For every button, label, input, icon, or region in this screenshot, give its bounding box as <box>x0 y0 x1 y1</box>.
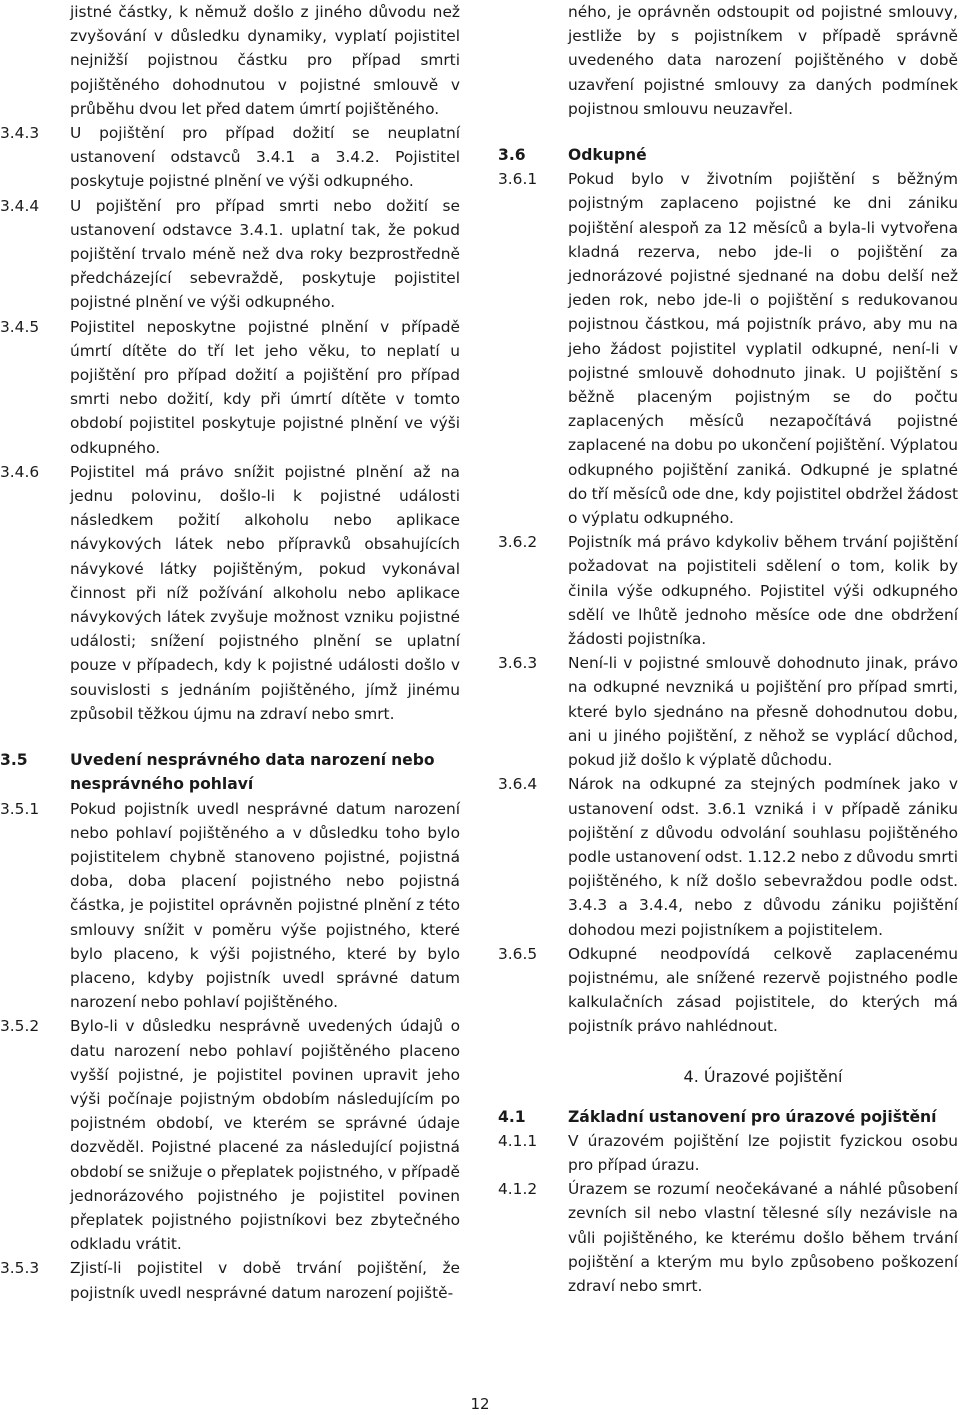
heading-text: Uvedení nesprávného data narození nebo nesprávného pohlaví <box>70 751 435 794</box>
clause-text: Pojistitel má právo snížit pojistné plnění až na jednu polovinu, došlo-li k pojistné události následkem požití alkoholu nebo aplikace návykových látek nebo přípravků obsahujících návykové látky pojištěným, pokud vykonával činnost při níž požívání alkoholu nebo aplikace návykových látek zvyšuje možnost vzniku pojistné události; snížení pojistného plnění se uplatní pouze v případech, kdy k pojistné události došlo v souvislosti s jednáním pojištěného, jímž jinému způsobil těžkou újmu na zdraví nebo smrt. <box>70 462 460 723</box>
clause-3-6-3 <box>498 651 958 772</box>
section-heading-3-6 <box>498 143 958 167</box>
clause-3-4-5 <box>0 315 460 460</box>
clause-text: Nárok na odkupné za stejných podmínek jako v ustanovení odst. 3.6.1 vzniká i v případě zániku pojištění z důvodu odvolání souhlasu pojištěného podle ustanovení odst. 1.12.2 nebo z důvodu smrti pojištěného, k níž došlo sebevraždou podle odst. 3.4.3 a 3.4.4, nebo z důvodu zániku pojištění dohodou mezi pojistníkem a pojistitelem. <box>568 775 958 939</box>
clause-3-4-6 <box>0 460 460 726</box>
clause-4-1-2 <box>498 1177 958 1298</box>
clause-text: U pojištění pro případ dožití se neuplatní ustanovení odstavců 3.4.1 a 3.4.2. Pojistitel poskytuje pojistné plnění ve výši odkupného. <box>70 124 460 191</box>
clause-3-5-3 <box>0 1256 460 1304</box>
clause-number: 3.4.3 <box>0 124 40 143</box>
section-heading-3-5 <box>0 748 460 796</box>
clause-number: 3.6.4 <box>498 775 538 794</box>
heading-text: Základní ustanovení pro úrazové pojištění <box>568 1107 937 1126</box>
clause-number: 3.5.3 <box>0 1259 40 1278</box>
heading-number: 3.5 <box>0 751 28 770</box>
clause-3-6-4 <box>498 772 958 941</box>
clause-3-4-4 <box>0 194 460 315</box>
clause-4-1-1 <box>498 1129 958 1177</box>
clause-number: 3.5.1 <box>0 799 40 818</box>
right-intro-paragraph <box>498 0 958 121</box>
clause-text: Pojistitel neposkytne pojistné plnění v případě úmrtí dítěte do tří let jeho věku, to neplatí u pojištění pro případ dožití a pojištění pro případ smrti nebo dožití, kdy při úmrtí dítěte v tomto období pojistitel poskytuje pojistné plnění ve výši odkupného. <box>70 317 460 457</box>
clause-3-5-1 <box>0 797 460 1015</box>
clause-number: 4.1.1 <box>498 1131 538 1150</box>
left-column <box>0 0 460 1305</box>
paragraph-text: ného, je oprávněn odstoupit od pojistné smlouvy, jestliže by s pojistníkem v případě správně uvedeného data narození pojištěného v době uzavření pojistné smlouvy za daných podmínek pojistnou smlouvu neuzavřel. <box>568 3 958 118</box>
clause-number: 3.4.5 <box>0 317 40 336</box>
clause-number: 3.6.5 <box>498 944 538 963</box>
heading-text: Odkupné <box>568 146 647 165</box>
clause-3-6-1 <box>498 167 958 530</box>
page-number: 12 <box>470 1395 490 1413</box>
clause-number: 4.1.2 <box>498 1180 538 1199</box>
clause-text: Pokud pojistník uvedl nesprávné datum narození nebo pohlaví pojištěného a v důsledku toho bylo pojistitelem chybně stanoveno pojistné, pojistná doba, doba placení pojistného nebo pojistná částka, je pojistitel oprávněn pojistné plnění z této smlouvy snížit v poměru výše pojistného, které bylo placeno, k výši pojistného, které by bylo placeno, kdyby pojistník uvedl správné datum narození nebo pohlaví pojištěného. <box>70 799 460 1012</box>
heading-number: 3.6 <box>498 146 526 165</box>
clause-number: 3.6.2 <box>498 533 538 552</box>
clause-number: 3.4.6 <box>0 462 40 481</box>
clause-text: Zjistí-li pojistitel v době trvání pojištění, že pojistník uvedl nesprávné datum narození pojiště- <box>70 1259 460 1302</box>
clause-text: Není-li v pojistné smlouvě dohodnuto jinak, právo na odkupné nevzniká u pojištění pro případ smrti, které bylo sjednáno na přesně dohodnutou dobu, ani u jiného pojištění, z něhož se vyplácí důchod, pokud již došlo k výplatě důchodu. <box>568 654 958 770</box>
heading-number: 4.1 <box>498 1107 526 1126</box>
clause-number: 3.5.2 <box>0 1017 40 1036</box>
clause-text: V úrazovém pojištění lze pojistit fyzickou osobu pro případ úrazu. <box>568 1131 958 1174</box>
section-heading-4-1 <box>498 1105 958 1129</box>
paragraph-text: jistné částky, k němuž došlo z jiného důvodu než zvyšování v důsledku dynamiky, vyplatí pojistitel nejnižší pojistnou částku pro případ smrti pojištěného dohodnutou v pojistné smlouvě v průběhu dvou let před datem úmrtí pojištěného. <box>70 3 460 118</box>
clause-text: Úrazem se rozumí neočekávané a náhlé působení zevních sil nebo vlastní tělesné síly nezávisle na vůli pojištěného, ke kterému došlo během trvání pojištění a kterým mu bylo způsobeno poškození zdraví nebo smrt. <box>568 1180 958 1295</box>
clause-3-6-2 <box>498 530 958 651</box>
clause-text: Pokud bylo v životním pojištění s běžným pojistným zaplaceno pojistné ke dni zániku pojištění alespoň za 12 měsíců a byla-li vytvořena kladná rezerva, nebo jde-li o pojištění za jednorázové pojistné sjednané na dobu delší než jeden rok, nebo jde-li o pojištění s redukovanou pojistnou částkou, má pojistník právo, aby mu na jeho žádost pojistitel vyplatil odkupné, není-li v pojistné smlouvě dohodnuto jinak. U pojištění s běžně placeným pojistným se do počtu zaplacených měsíců nezapočítává pojistné zaplacené na dobu po ukončení pojištění. Výplatou odkupného pojištění zaniká. Odkupné je splatné do tří měsíců ode dne, kdy pojistitel obdržel žádost o výplatu odkupného. <box>568 170 958 528</box>
clause-number: 3.6.3 <box>498 654 538 673</box>
clause-3-4-3 <box>0 121 460 194</box>
clause-text: Pojistník má právo kdykoliv během trvání pojištění požadovat na pojistiteli sdělení o tom, kolik by činila výše odkupného. Pojistitel výši odkupného sdělí ve lhůtě jednoho měsíce ode dne obdržení žádosti pojistníka. <box>568 533 958 649</box>
right-column <box>498 0 958 1298</box>
clause-number: 3.4.4 <box>0 196 40 215</box>
clause-text: Bylo-li v důsledku nesprávně uvedených údajů o datu narození nebo pohlaví pojištěného placeno vyšší pojistné, je pojistitel povinen upravit jeho výši počínaje pojistným obdobím následujícím po pojistném období, ve kterém se správné údaje dozvěděl. Pojistné placené za následující pojistná období se snižuje o přeplatek pojistného, v případě jednorázového pojistného je pojistitel povinen přeplatek pojistného pojistníkovi bez zbytečného odkladu vrátit. <box>70 1017 460 1254</box>
chapter-title: 4. Úrazové pojištění <box>683 1066 843 1086</box>
clause-3-5-2 <box>0 1014 460 1256</box>
clause-text: Odkupné neodpovídá celkově zaplacenému pojistnému, ale snížené rezervě pojistného podle kalkulačních zásad pojistitele, do kterých má pojistník právo nahlédnout. <box>568 944 958 1036</box>
left-intro-paragraph <box>0 0 460 121</box>
clause-number: 3.6.1 <box>498 170 538 189</box>
clause-3-6-5 <box>498 942 958 1039</box>
clause-text: U pojištění pro případ smrti nebo dožití se ustanovení odstavce 3.4.1. uplatní tak, že pokud pojištění trvalo méně než dva roky bezprostředně předcházející sebevraždě, poskytuje pojistitel pojistné plnění ve výši odkupného. <box>70 196 460 312</box>
